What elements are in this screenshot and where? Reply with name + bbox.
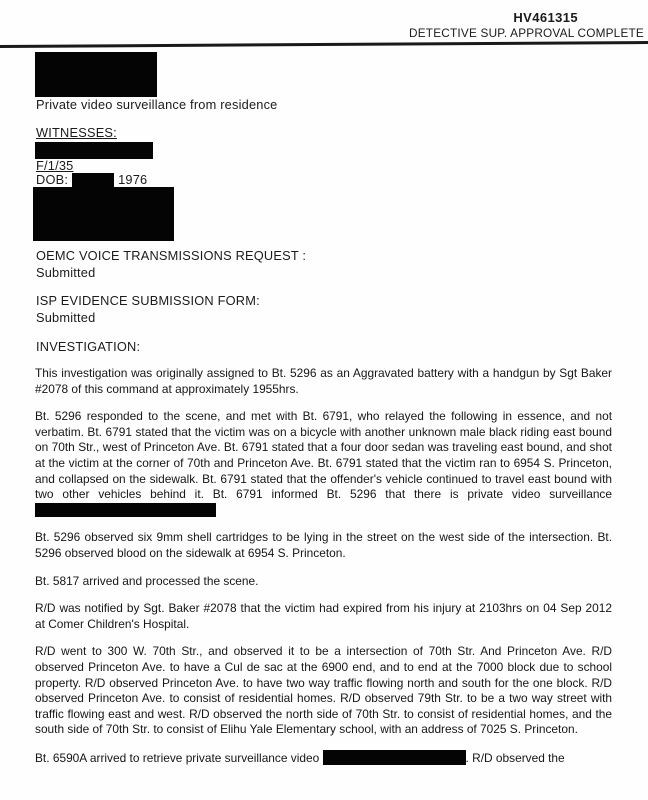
witness-descriptor: F/1/35 [36,158,74,173]
oemc-status: Submitted [36,265,96,280]
case-number: HV461315 [513,10,578,25]
redaction-box-inline [323,750,466,765]
investigation-paragraph [35,530,612,561]
investigation-paragraph [35,750,612,767]
paragraph-text: R/D went to 300 W. 70th Str., and observed it to be a intersection of 70th Str. And Princeton Ave. R/D observed Princeton Ave. to have a Cul de sac at the 6900 end, and to end at the 7000 block due to school property. R/D observed Princeton Ave. to have two way traffic flowing north and south for the one block. R/D observed Princeton Ave. to consist of residential homes. R/D observed 79th Str. to be a two way street with traffic flowing east and west. R/D observed the north side of 70th Str. to consist of residential homes, and the south side of 70th Str. to consist of Elihu Yale Elementary school, with an address of 7025 S. Princeton. [35,644,612,737]
witness-dob-row [36,171,147,188]
isp-status: Submitted [36,310,96,325]
paragraph-text: Bt. 5817 arrived and processed the scene. [35,573,259,588]
paragraph-text: R/D was notified by Sgt. Baker #2078 that the victim had expired from his injury at 2103hrs on 04 Sep 2012 at Comer Children's Hospital. [35,601,612,631]
redaction-box-inline [35,503,216,517]
investigation-paragraph [35,409,612,518]
investigation-paragraph [35,601,612,632]
paragraph-text: Bt. 5296 responded to the scene, and met with Bt. 6791, who relayed the following in essence, and not verbatim. Bt. 6791 stated that the victim was on a bicycle with another unknown male black riding east bound on 70th Str., west of Princeton Ave. Bt. 6791 stated that a four door sedan was traveling east bound, and shot at the victim at the corner of 70th and Princeton Ave. Bt. 6791 stated that the victim ran to 6954 S. Princeton, and collapsed on the sidewalk. Bt. 6791 stated that the offender's vehicle continued to travel east bound with two other vehicles behind it. Bt. 6791 informed Bt. 5296 that there is private video surveillance [35,409,612,502]
evidence-caption: Private video surveillance from residence [36,97,278,112]
header-divider-line [0,41,648,47]
dob-label: DOB: [36,172,69,187]
investigation-paragraph [35,366,612,397]
approval-status: DETECTIVE SUP. APPROVAL COMPLETE [409,26,644,40]
redaction-box-witness-address [33,187,174,241]
investigation-heading: INVESTIGATION: [36,339,141,354]
investigation-paragraph [35,574,612,590]
dob-year: 1976 [118,172,148,187]
redaction-box-dob [72,173,114,188]
redaction-box-witness-name [35,142,153,159]
paragraph-text: Bt. 6590A arrived to retrieve private surveillance video [35,750,323,765]
paragraph-text: Bt. 5296 observed six 9mm shell cartridges to be lying in the street on the west side of the intersection. Bt. 5296 observed blood on the sidewalk at 6954 S. Princeton. [35,530,612,560]
investigation-paragraphs [35,366,612,778]
investigation-paragraph [35,644,612,738]
witnesses-heading: WITNESSES: [36,125,117,140]
isp-heading: ISP EVIDENCE SUBMISSION FORM: [36,293,260,308]
paragraph-text: . R/D observed the [465,750,565,765]
redaction-box-evidence [35,52,157,97]
paragraph-text: This investigation was originally assigned to Bt. 5296 as an Aggravated battery with a handgun by Sgt Baker #2078 of this command at approximately 1955hrs. [35,366,612,396]
oemc-heading: OEMC VOICE TRANSMISSIONS REQUEST : [36,248,307,263]
